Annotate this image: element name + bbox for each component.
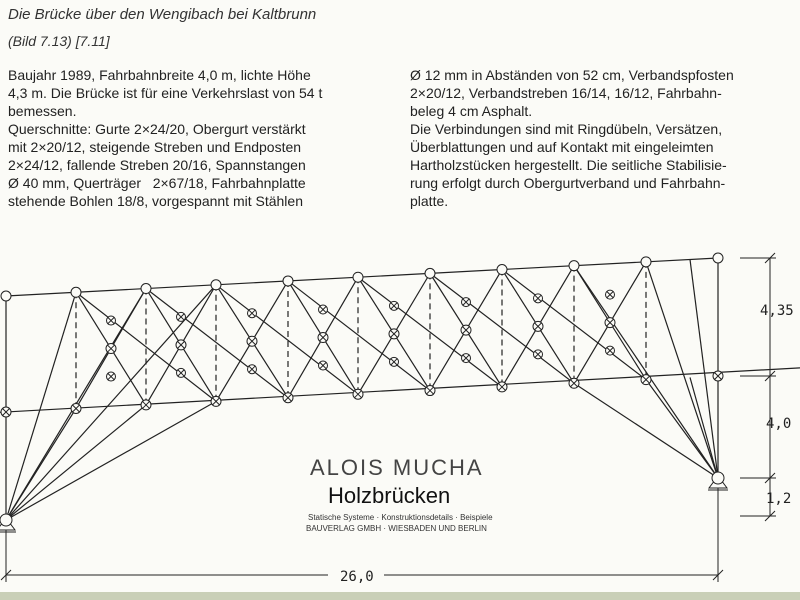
book-publisher: BAUVERLAG GMBH · WIESBADEN UND BERLIN (306, 524, 487, 533)
truss-joint (71, 287, 81, 297)
truss-joint (641, 257, 651, 267)
truss-joint (1, 291, 11, 301)
text-line: Querschnitte: Gurte 2×24/20, Obergurt verstärkt (8, 121, 306, 137)
text-line: Überblattungen und auf Kontakt mit eingeleimten (410, 139, 714, 155)
text-line: 4,3 m. Die Brücke ist für eine Verkehrslast von 54 t (8, 85, 323, 101)
book-subtitle: Statische Systeme · Konstruktionsdetails · Beispiele (308, 513, 493, 522)
text-line: stehende Bohlen 18/8, vorgespannt mit Stählen (8, 193, 303, 209)
truss-joint (425, 268, 435, 278)
text-line: beleg 4 cm Asphalt. (410, 103, 533, 119)
book-author: ALOIS MUCHA (310, 455, 484, 480)
diagonal (288, 281, 430, 391)
dimension-height-top: 4,35 (760, 303, 794, 319)
fan-strut (6, 405, 146, 520)
truss-joint (283, 276, 293, 286)
text-column-left (8, 66, 388, 210)
text-line: 2×24/12, fallende Streben 20/16, Spannstangen (8, 157, 306, 173)
truss-joint (353, 272, 363, 282)
text-line: Baujahr 1989, Fahrbahnbreite 4,0 m, lichte Höhe (8, 67, 311, 83)
truss-joint (712, 472, 724, 484)
text-column-right (410, 66, 795, 210)
page-edge (0, 592, 800, 600)
text-line: rung erfolgt durch Obergurtverband und Fahrbahn- (410, 175, 726, 191)
book-title: Holzbrücken (328, 483, 451, 508)
section-title: Die Brücke über den Wengibach bei Kaltbrunn (8, 6, 317, 23)
dimension-height-bottom: 1,2 (766, 491, 792, 507)
truss-joint (497, 265, 507, 275)
truss-joint (0, 514, 12, 526)
book-cover-imprint (300, 455, 530, 533)
figure-reference: (Bild 7.13) [7.11] (8, 33, 110, 49)
fan-strut (574, 383, 718, 478)
text-line: Die Verbindungen sind mit Ringdübeln, Versätzen, (410, 121, 723, 137)
text-line: platte. (410, 193, 449, 209)
truss-joint (713, 253, 723, 263)
fan-strut (646, 262, 718, 478)
text-line: Hartholzstücken hergestellt. Die seitliche Stabilisie- (410, 157, 727, 173)
dimension-height-middle: 4,0 (766, 416, 792, 432)
text-line: bemessen. (8, 103, 77, 119)
truss-joint (141, 284, 151, 294)
diagonal (146, 289, 288, 398)
truss-bridge-drawing (0, 230, 800, 592)
text-line: Ø 40 mm, Querträger 2×67/18, Fahrbahnplatte (8, 175, 306, 191)
truss-joint (211, 280, 221, 290)
text-line: 2×20/12, Verbandstreben 16/14, 16/12, Fahrbahn- (410, 85, 722, 101)
bottom-chord (0, 368, 800, 412)
dimension-span: 26,0 (340, 569, 374, 585)
text-line: mit 2×20/12, steigende Streben und Endposten (8, 139, 302, 155)
text-line: Ø 12 mm in Abständen von 52 cm, Verbandspfosten (410, 67, 734, 83)
diagonal (216, 285, 358, 394)
truss-joint (569, 261, 579, 271)
